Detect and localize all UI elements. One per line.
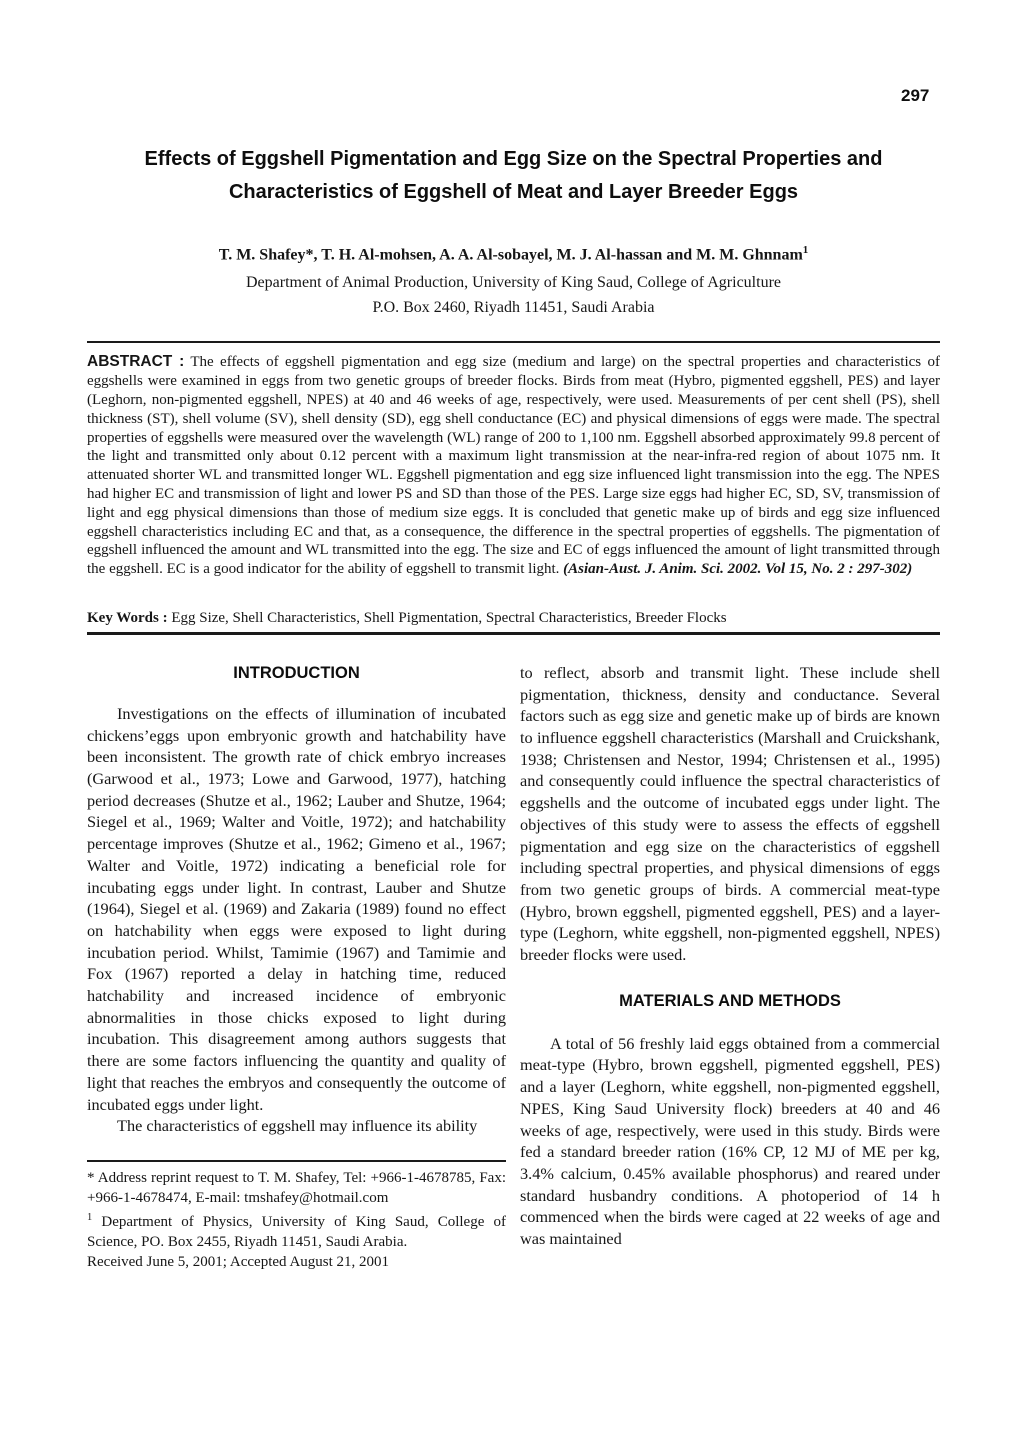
introduction-paragraph: Investigations on the effects of illumination of incubated chickens’eggs upon embryonic growth and hatchability have been inconsistent. The growth rate of chick embryo increases (Garwood et al., 1973; Lowe and Garwood, 1977), hatching period decreases (Shutze et al., 1962; Lauber and Shutze, 1964; Siegel et al., 1969; Walter and Voitle, 1972); and hatchability percentage improves (Shutze et al., 1962; Gimeno et al., 1967; Walter and Voitle, 1972) indicating a beneficial role for incubating eggs under light. In contrast, Lauber and Shutze (1964), Siegel et al. (1969) and Zakaria (1989) found no effect on hatchability when eggs were exposed to light during incubation period. Whilst, Tamimie (1967) and Tamimie and Fox (1967) reported a delay in hatching time, reduced hatchability and increased incidence of embryonic abnormalities in those chicks exposed to light during incubation. This disagreement among authors suggests that there are some factors influencing the quantity and quality of light that reaches the embryos and consequently the outcome of incubated eggs under light. <box>87 703 506 1114</box>
materials-heading: MATERIALS AND METHODS <box>619 991 841 1010</box>
keywords-text: Egg Size, Shell Characteristics, Shell Pigmentation, Spectral Characteristics, Breeder Flocks <box>167 609 727 626</box>
abstract-section <box>87 353 940 579</box>
authors-superscript: 1 <box>802 244 809 256</box>
authors-line <box>87 240 940 265</box>
paper-title <box>87 0 940 209</box>
abstract-top-divider <box>87 341 940 343</box>
abstract-label: ABSTRACT : <box>87 353 185 371</box>
authors-text: T. M. Shafey*, T. H. Al-mohsen, A. A. Al-sobayel, M. J. Al-hassan and M. M. Ghnnam <box>218 246 803 264</box>
materials-paragraph: A total of 56 freshly laid eggs obtained from a commercial meat-type (Hybro, brown eggshell, pigmented eggshell, PES) and a layer (Leghorn, white eggshell, non-pigmented eggshell, NPES, King Saud University flock) breeders at 40 and 46 weeks of age, respectively, were used in this study. Birds were fed a standard breeder ration (16% CP, 12 MJ of ME per kg, 3.4% calcium, 0.45% available phosphorus) and reared under standard husbandry conditions. A photoperiod of 14 h commenced when the birds were caged at 22 weeks of age and was maintained <box>520 1033 940 1249</box>
two-column-body <box>87 662 940 1272</box>
introduction-heading: INTRODUCTION <box>233 663 360 682</box>
footnote-department-text: Department of Physics, University of King Saud, College of Science, PO. Box 2455, Riyadh 11451, Saudi Arabia. <box>87 1213 506 1250</box>
affiliation-line: Department of Animal Production, University of King Saud, College of Agriculture <box>245 274 781 292</box>
page-number: 297 <box>901 86 930 105</box>
right-column <box>520 662 940 1272</box>
footnote-department <box>87 1208 506 1252</box>
keywords-line <box>87 609 940 628</box>
footnote-block <box>87 1160 506 1272</box>
address-line: P.O. Box 2460, Riyadh 11451, Saudi Arabia <box>372 299 655 317</box>
keywords-bottom-divider <box>87 632 940 635</box>
page-content <box>87 0 940 1272</box>
left-column <box>87 662 506 1272</box>
abstract-text: The effects of eggshell pigmentation and egg size (medium and large) on the spectral properties and characteristics of eggshells were examined in eggs from two genetic groups of breeder flocks. Birds from meat (Hybro, pigmented eggshell, PES) and layer (Leghorn, non-pigmented eggshell, NPES) at 40 and 46 weeks of age, respectively, were used. Measurements of per cent shell (PS), shell thickness (ST), shell volume (SV), shell density (SD), egg shell conductance (EC) and physical dimensions of eggs were made. The spectral properties of eggshells were measured over the wavelength (WL) range of 200 to 1,100 nm. Eggshell absorbed approximately 99.8 percent of the light and transmitted only about 0.12 percent with a maximum light transmission at the near-infra-red region of about 1075 nm. It attenuated shorter WL and transmitted longer WL. Eggshell pigmentation and egg size influenced light transmission into the egg. The NPES had higher EC and transmission of light and lower PS and SD than those of the PES. Large size eggs had higher EC, SD, SV, transmission of light and egg physical dimensions than those of medium size eggs. It is concluded that genetic make up of birds and egg size influenced eggshell characteristics including EC and that, as a consequence, the difference in the spectral properties of eggshells. The pigmentation of eggshell influenced the amount and WL transmitted into the egg. The size and EC of eggs influenced the amount of light transmitted through the eggshell. EC is a good indicator for the ability of eggshell to transmit light. <box>87 354 940 578</box>
introduction-paragraph-2: The characteristics of eggshell may influence its ability <box>117 1116 478 1136</box>
footnote-received-accepted: Received June 5, 2001; Accepted August 21, 2001 <box>87 1253 390 1270</box>
footnote-reprint-request: * Address reprint request to T. M. Shafey, Tel: +966-1-4678785, Fax: +966-1-4678474, E-mail: tmshafey@hotmail.com <box>87 1169 506 1206</box>
keywords-label: Key Words : <box>87 609 168 626</box>
footnote-superscript: 1 <box>87 1211 93 1223</box>
journal-citation: (Asian-Aust. J. Anim. Sci. 2002. Vol 15, No. 2 : 297-302) <box>563 561 913 578</box>
paper-title-line-1: Effects of Eggshell Pigmentation and Egg Size on the Spectral Properties and <box>144 148 883 170</box>
introduction-paragraph-2-continuation: to reflect, absorb and transmit light. These include shell pigmentation, thickness, density and conductance. Several factors such as egg size and genetic make up of birds are known to influence eggshell characteristics (Marshall and Cruickshank, 1938; Christensen and Nestor, 1994; Christensen et al., 1995) and consequently could influence the spectral characteristics of eggshells and the outcome of incubated eggs under light. The objectives of this study were to assess the effects of eggshell pigmentation and egg size on the characteristics of eggshell including spectral properties, and physical dimensions of eggs from two genetic groups of birds. A commercial meat-type (Hybro, brown eggshell, pigmented eggshell, PES) and a layer-type (Leghorn, white eggshell, non-pigmented eggshell, NPES) breeder flocks were used. <box>520 662 940 965</box>
paper-title-line-2: Characteristics of Eggshell of Meat and Layer Breeder Eggs <box>228 181 799 203</box>
